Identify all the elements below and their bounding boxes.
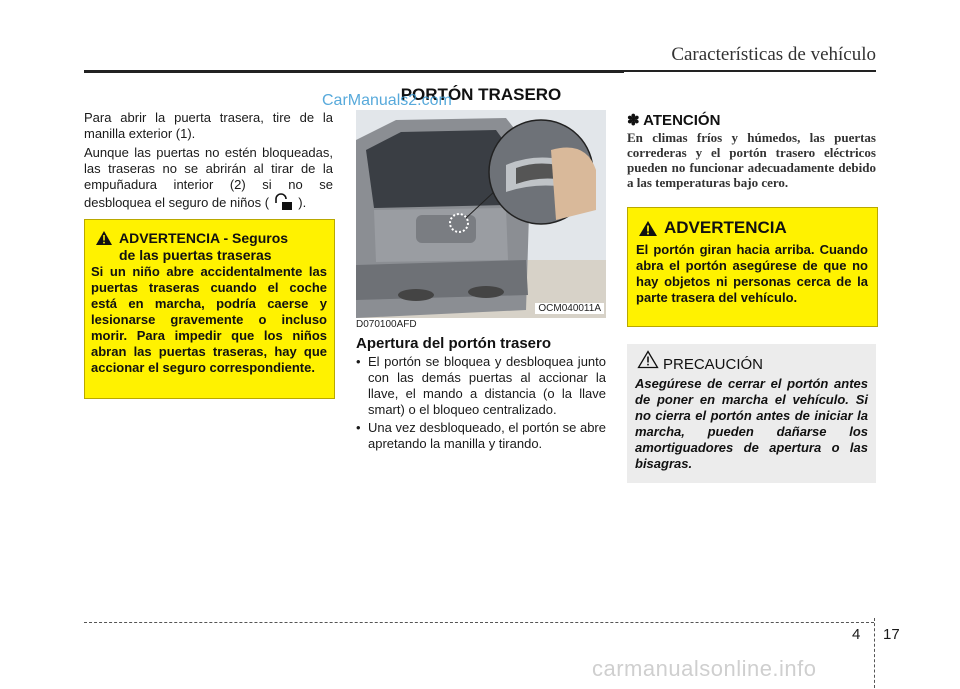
warning-text: El portón giran hacia arriba. Cuando abra el portón asegúrese de que no hay objetos ni personas cerca de la parte trasera del vehículo. — [636, 242, 868, 305]
warning-text: Si un niño abre accidentalmente las puertas traseras cuando el coche está en marcha, podría caerse y lesionarse gravemente o incluso morir. Para impedir que los niños abran las puertas traseras, hay que accionar el seguro correspondiente. — [91, 264, 327, 375]
attention-text: En climas fríos y húmedos, las puertas correderas y el portón trasero eléctricos pueden no funcionar adecuadamente debido a las temperaturas bajo cero. — [627, 130, 876, 190]
warning-title-line1: ADVERTENCIA - Seguros — [119, 230, 289, 246]
child-lock-icon — [273, 193, 295, 211]
warning-box-tailgate — [627, 207, 878, 327]
paragraph-open-tailgate: Para abrir la puerta trasera, tire de la manilla exterior (1). — [84, 110, 333, 141]
caution-triangle-icon — [637, 350, 659, 374]
caution-title: PRECAUCIÓN — [663, 356, 764, 373]
paragraph-child-lock — [84, 145, 333, 211]
paragraph-child-lock-text: Aunque las puertas no estén bloqueadas, las traseras no se abrirán al tirar de la empuñadura interior (2) si no se desbloquea el seguro de niños ( — [84, 145, 333, 210]
warning-title: ADVERTENCIA — [664, 218, 787, 237]
tailgate-photo — [356, 110, 606, 318]
footer-rule — [84, 622, 874, 623]
warning-triangle-icon — [638, 220, 658, 242]
site-watermark: carmanualsonline.info — [592, 656, 817, 681]
chapter-number: 4 — [852, 626, 861, 643]
warning-triangle-icon — [95, 230, 113, 251]
list-item: • Una vez desbloqueado, el portón se abre apretando la manilla y tirando. — [356, 420, 606, 452]
watermark: CarManuals2.com — [322, 92, 452, 109]
paragraph-child-lock-end: ). — [298, 195, 307, 210]
page-number: 17 — [883, 626, 900, 643]
tailgate-illustration — [356, 110, 606, 318]
list-item: • El portón se bloquea y desbloquea junto con las demás puertas al accionar la llave, el mando a distancia (o la llave smart) o el bloqueo centralizado. — [356, 354, 606, 418]
section-heading: PORTÓN TRASERO — [400, 85, 562, 104]
warning-title — [119, 230, 328, 264]
warning-header — [91, 230, 328, 264]
caution-text: Asegúrese de cerrar el portón antes de poner en marcha el vehículo. Si no cierra el portón antes de iniciar la marcha, pueden dañarse los amortiguadores de apertura o las bisagras. — [635, 376, 868, 471]
bullet-list — [356, 354, 606, 454]
section-code: D070100AFD — [356, 319, 417, 330]
caution-box — [627, 344, 876, 483]
header-rule-thin — [624, 70, 876, 72]
subheading: Apertura del portón trasero — [356, 335, 552, 352]
image-label: OCM040011A — [535, 303, 604, 314]
header-rule — [84, 70, 624, 73]
footer-divider — [874, 618, 876, 688]
warning-title-line2: de las puertas traseras — [119, 247, 272, 263]
page-header-title: Características de vehículo — [671, 44, 876, 65]
warning-box-child-lock — [84, 219, 335, 399]
attention-title: ✽ ATENCIÓN — [627, 112, 721, 129]
